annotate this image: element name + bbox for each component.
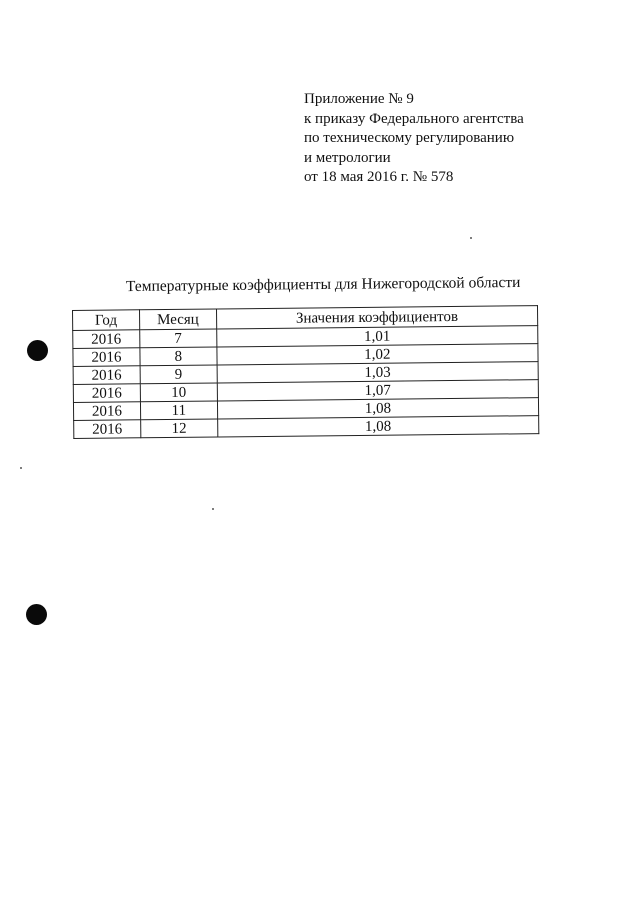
cell-year: 2016	[73, 330, 140, 349]
cell-month: 11	[140, 401, 217, 420]
document-title: Температурные коэффициенты для Нижегородской области	[125, 273, 521, 296]
cell-coefficient: 1,07	[217, 380, 538, 401]
scan-speck	[212, 508, 214, 510]
appendix-number: Приложение № 9	[304, 91, 414, 107]
scan-speck	[20, 467, 22, 469]
table-row	[74, 416, 539, 439]
appendix-order-ref: к приказу Федерального агентства	[304, 110, 524, 127]
appendix-agency-line-2: и метрологии	[304, 149, 391, 166]
cell-year: 2016	[74, 420, 141, 439]
header-coefficient: Значения коэффициентов	[216, 306, 537, 329]
cell-month: 12	[141, 419, 218, 438]
header-month: Месяц	[139, 309, 216, 330]
cell-month: 10	[140, 383, 217, 402]
cell-coefficient: 1,03	[217, 362, 538, 383]
coefficients-table	[72, 305, 539, 439]
cell-month: 8	[140, 347, 217, 366]
punch-hole-bottom	[26, 604, 47, 625]
cell-month: 7	[140, 329, 217, 348]
appendix-header	[304, 90, 524, 188]
cell-coefficient: 1,08	[217, 398, 538, 419]
scan-speck	[470, 237, 472, 239]
cell-year: 2016	[73, 384, 140, 403]
cell-month: 9	[140, 365, 217, 384]
cell-coefficient: 1,02	[217, 344, 538, 365]
appendix-agency-line: по техническому регулированию	[304, 130, 515, 146]
cell-year: 2016	[73, 366, 140, 385]
cell-coefficient: 1,08	[217, 416, 538, 437]
appendix-order-date: от 18 мая 2016 г. № 578	[304, 169, 454, 185]
punch-hole-top	[27, 340, 48, 361]
cell-coefficient: 1,01	[216, 326, 537, 347]
cell-year: 2016	[73, 348, 140, 367]
cell-year: 2016	[73, 402, 140, 421]
header-year: Год	[73, 310, 140, 331]
